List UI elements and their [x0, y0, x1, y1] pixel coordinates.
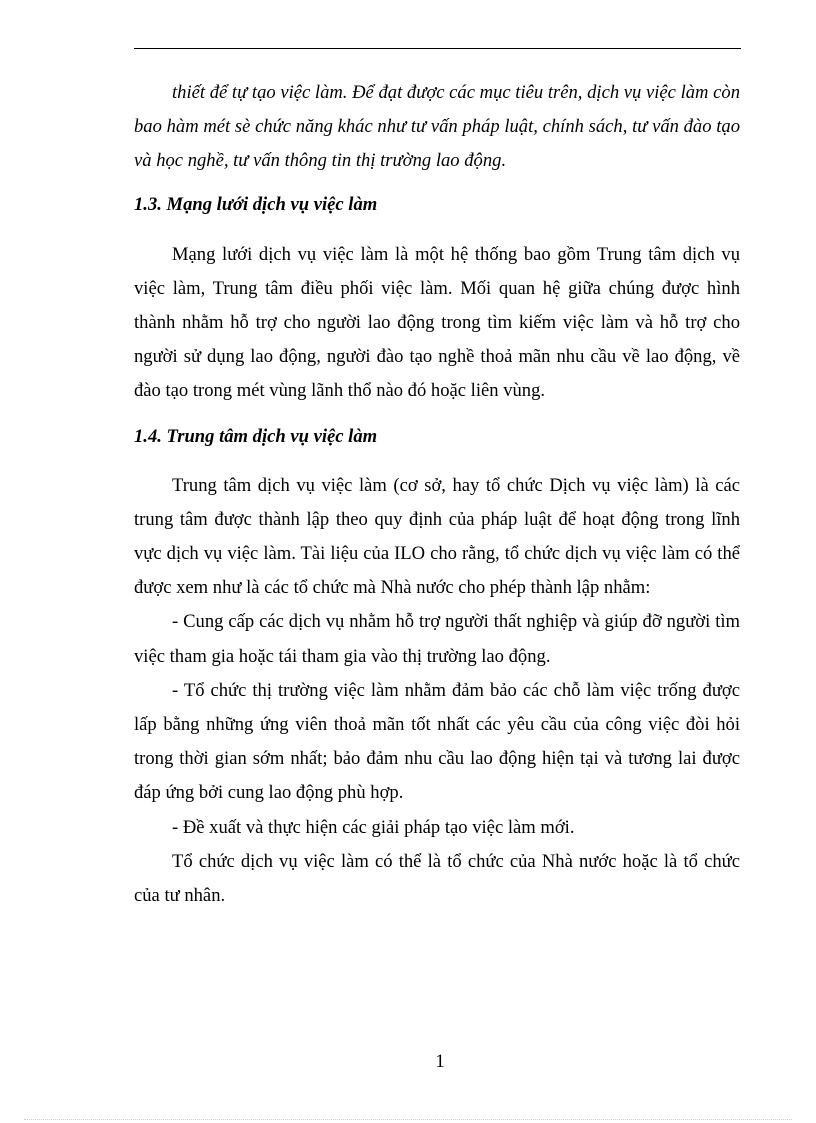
header-rule	[134, 48, 741, 49]
section-heading-1-4: 1.4. Trung tâm dịch vụ việc làm	[134, 425, 378, 447]
list-item: - Tổ chức thị trường việc làm nhằm đảm bảo các chỗ làm việc trống được lấp bằng những ứng viên thoả mãn tốt nhất các yêu cầu của công việc đòi hỏi trong thời gian sớm nhất; bảo đảm nhu cầu lao động hiện tại và tương lai được đáp ứng bởi cung lao động phù hợp.	[134, 679, 740, 804]
list-item: - Đề xuất và thực hiện các giải pháp tạo việc làm mới.	[172, 816, 575, 838]
page-bottom-border	[24, 1119, 792, 1120]
section-heading-1-3: 1.3. Mạng lưới dịch vụ việc làm	[134, 193, 378, 215]
paragraph-1-3: Mạng lưới dịch vụ việc làm là một hệ thống bao gồm Trung tâm dịch vụ việc làm, Trung tâm điều phối việc làm. Mối quan hệ giữa chúng được hình thành nhằm hỗ trợ cho người lao động trong tìm kiếm việc làm và hỗ trợ cho người sử dụng lao động, người đào tạo nghề thoả mãn nhu cầu về lao động, về đào tạo trong mét vùng lãnh thổ nào đó hoặc liên vùng.	[134, 243, 740, 402]
intro-paragraph: thiết để tự tạo việc làm. Để đạt được các mục tiêu trên, dịch vụ việc làm còn bao hàm mét sè chức năng khác như tư vấn pháp luật, chính sách, tư vấn đào tạo và học nghề, tư vấn thông tin thị trường lao động.	[134, 82, 740, 172]
document-body	[134, 76, 740, 913]
paragraph-1-4: Trung tâm dịch vụ việc làm (cơ sở, hay tổ chức Dịch vụ việc làm) là các trung tâm được thành lập theo quy định của pháp luật để hoạt động trong lĩnh vực dịch vụ việc làm. Tài liệu của ILO cho rằng, tổ chức dịch vụ việc làm có thể được xem như là các tổ chức mà Nhà nước cho phép thành lập nhằm:	[134, 474, 740, 599]
closing-paragraph: Tổ chức dịch vụ việc làm có thể là tổ chức của Nhà nước hoặc là tổ chức của tư nhân.	[134, 850, 740, 907]
list-item: - Cung cấp các dịch vụ nhằm hỗ trợ người thất nghiệp và giúp đỡ người tìm việc tham gia hoặc tái tham gia vào thị trường lao động.	[134, 611, 740, 667]
page-number: 1	[435, 1051, 445, 1072]
